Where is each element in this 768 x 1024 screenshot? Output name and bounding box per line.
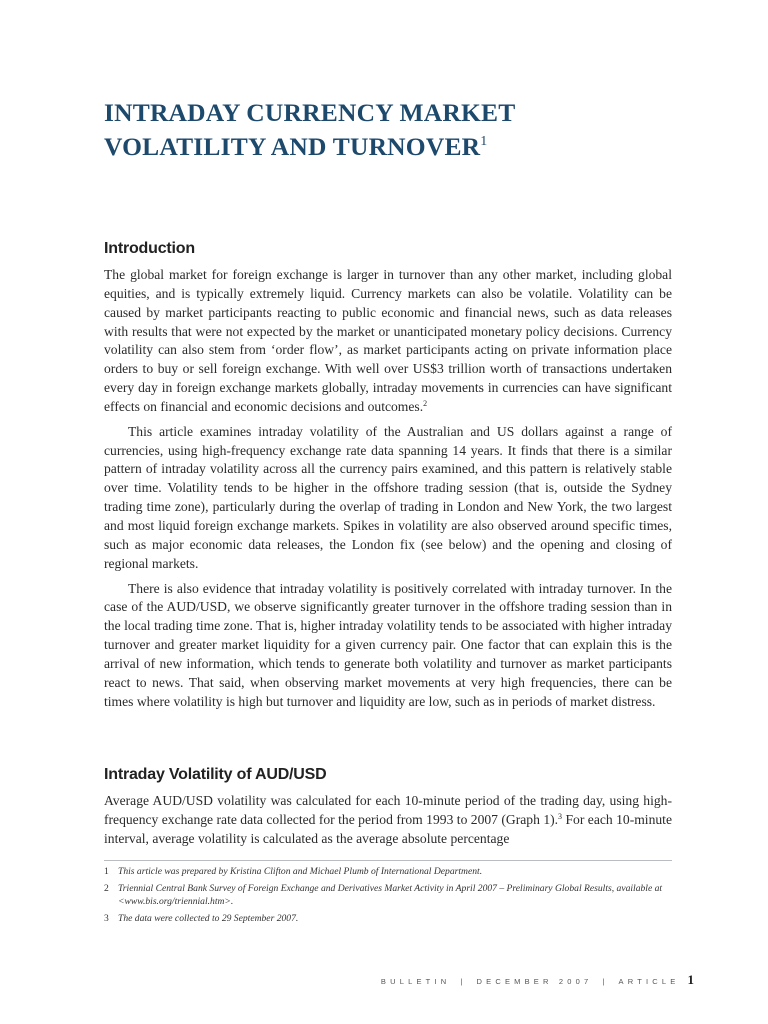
intraday-volatility-body: [104, 792, 672, 855]
article-title: [104, 96, 684, 164]
title-footnote-ref[interactable]: 1: [480, 134, 488, 149]
section-heading-intraday-volatility: Intraday Volatility of AUD/USD: [104, 766, 327, 783]
title-line-1: INTRADAY CURRENCY MARKET: [104, 98, 516, 127]
title-line-2: VOLATILITY AND TURNOVER$^1$: [104, 132, 488, 161]
footer-separator: |: [460, 977, 467, 986]
footer-separator: |: [602, 977, 609, 986]
footer-date: DECEMBER 2007: [476, 977, 593, 986]
page-number: 1: [687, 972, 694, 987]
footer-type: ARTICLE: [618, 977, 680, 986]
footnote-item: 3 The data were collected to 29 September 2007.: [104, 913, 299, 924]
footnote-ref[interactable]: 3: [558, 811, 563, 821]
paragraph: Average AUD/USD volatility was calculated for each 10-minute period of the trading day, using high-frequency exchange rate data collected for the period from 1993 to 2007 (Graph 1).$^3$ For each 10-minute interval, average volatility is calculated as the average absolute percentage: [104, 793, 672, 846]
footnote-item: 1 This article was prepared by Kristina Clifton and Michael Plumb of International Department.: [104, 866, 483, 877]
footnotes: [104, 865, 672, 929]
footer-publication: BULLETIN: [380, 977, 451, 986]
introduction-body: [104, 266, 672, 717]
paragraph: The global market for foreign exchange is larger in turnover than any other market, including global equities, and is typically extremely liquid. Currency markets can also be volatile. Volatility can be caused by market participants reacting to public economic and financial news, such as data releases with results that were not expected by the market or unanticipated monetary policy decisions. Currency volatility can also stem from ‘order flow’, as market participants acting on private information place orders to buy or sell foreign exchange. With well over US$3 trillion worth of transactions undertaken every day in foreign exchange markets globally, intraday movements in currencies can have significant effects on financial and economic decisions and outcomes.$^2$: [104, 267, 672, 414]
footnote-item: 2 Triennial Central Bank Survey of Foreign Exchange and Derivatives Market Activity in April 2007 – Preliminary Global Results, available at <www.bis.org/triennial.htm>.: [104, 883, 663, 907]
footnote-divider: [104, 860, 672, 861]
page-footer: [381, 972, 694, 988]
paragraph: This article examines intraday volatility of the Australian and US dollars against a range of currencies, using high-frequency exchange rate data spanning 14 years. It finds that there is a similar pattern of intraday volatility across all the currency pairs examined, and this pattern is relatively stable over time. Volatility tends to be higher in the offshore trading session (that is, outside the Sydney trading time zone), particularly during the overlap of trading in London and New York, the two largest and most liquid foreign exchange markets. Spikes in volatility are also observed around specific times, such as major economic data releases, the London fix (see below) and the opening and closing of regional markets.: [104, 423, 672, 571]
section-heading-introduction: Introduction: [104, 240, 195, 257]
paragraph: There is also evidence that intraday volatility is positively correlated with intraday turnover. In the case of the AUD/USD, we observe significantly greater turnover in the offshore trading session than in the local trading time zone. That is, higher intraday volatility tends to be associated with higher intraday turnover and greater market liquidity for a given currency pair. One factor that can explain this is the arrival of new information, which tends to generate both volatility and turnover as market participants react to news. That said, when observing market movements at very high frequencies, there can be times where volatility is high but turnover and liquidity are low, such as in periods of market distress.: [104, 580, 672, 709]
footnote-ref[interactable]: 2: [423, 398, 428, 408]
